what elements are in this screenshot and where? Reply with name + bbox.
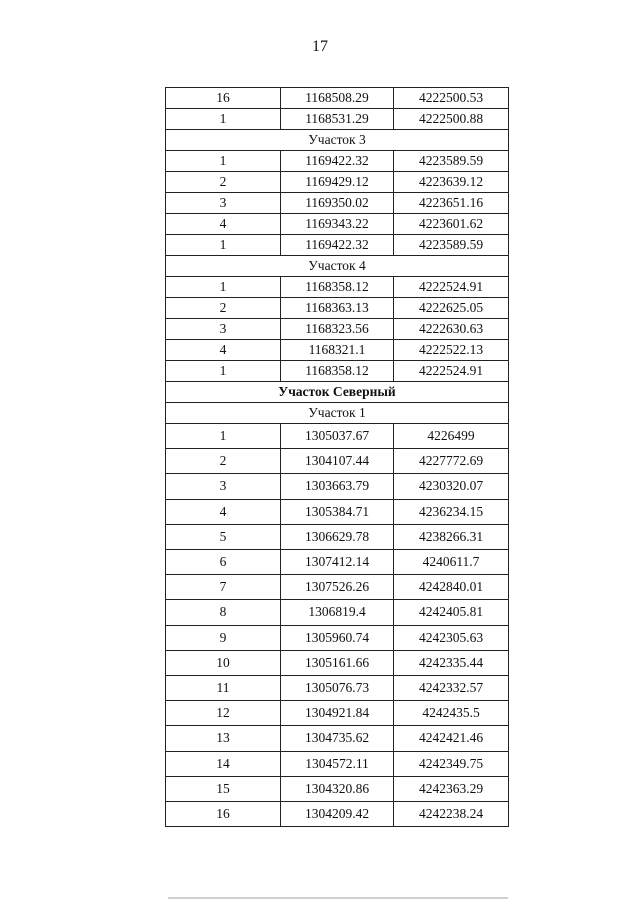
x-coordinate-cell: 1304209.42	[281, 802, 394, 827]
table-row	[166, 424, 509, 449]
y-coordinate-cell: 4222625.05	[394, 298, 509, 319]
y-coordinate-cell: 4223601.62	[394, 214, 509, 235]
table-row	[166, 676, 509, 701]
x-coordinate-cell: 1304735.62	[281, 726, 394, 751]
y-coordinate-cell: 4222524.91	[394, 361, 509, 382]
table-row	[166, 776, 509, 801]
point-number-cell: 1	[166, 151, 281, 172]
x-coordinate-cell: 1304320.86	[281, 776, 394, 801]
y-coordinate-cell: 4222524.91	[394, 277, 509, 298]
point-number-cell: 4	[166, 214, 281, 235]
table-row	[166, 701, 509, 726]
table-row	[166, 340, 509, 361]
y-coordinate-cell: 4226499	[394, 424, 509, 449]
x-coordinate-cell: 1168323.56	[281, 319, 394, 340]
table-row	[166, 109, 509, 130]
y-coordinate-cell: 4242421.46	[394, 726, 509, 751]
y-coordinate-cell: 4240611.7	[394, 550, 509, 575]
y-coordinate-cell: 4222500.53	[394, 88, 509, 109]
point-number-cell: 3	[166, 193, 281, 214]
table-row	[166, 625, 509, 650]
point-number-cell: 4	[166, 499, 281, 524]
table-row	[166, 802, 509, 827]
point-number-cell: 1	[166, 361, 281, 382]
point-number-cell: 16	[166, 802, 281, 827]
x-coordinate-cell: 1169350.02	[281, 193, 394, 214]
point-number-cell: 1	[166, 109, 281, 130]
point-number-cell: 2	[166, 449, 281, 474]
point-number-cell: 2	[166, 298, 281, 319]
section-title-row	[166, 403, 509, 424]
y-coordinate-cell: 4223651.16	[394, 193, 509, 214]
y-coordinate-cell: 4236234.15	[394, 499, 509, 524]
table-row	[166, 298, 509, 319]
point-number-cell: 15	[166, 776, 281, 801]
coordinates-table	[165, 87, 509, 827]
x-coordinate-cell: 1168358.12	[281, 277, 394, 298]
y-coordinate-cell: 4242405.81	[394, 600, 509, 625]
table-row	[166, 650, 509, 675]
table-row	[166, 214, 509, 235]
section-title-row	[166, 256, 509, 277]
x-coordinate-cell: 1304107.44	[281, 449, 394, 474]
y-coordinate-cell: 4242238.24	[394, 802, 509, 827]
x-coordinate-cell: 1168321.1	[281, 340, 394, 361]
point-number-cell: 5	[166, 524, 281, 549]
table-row	[166, 235, 509, 256]
x-coordinate-cell: 1307412.14	[281, 550, 394, 575]
y-coordinate-cell: 4242349.75	[394, 751, 509, 776]
table-row	[166, 600, 509, 625]
x-coordinate-cell: 1169429.12	[281, 172, 394, 193]
y-coordinate-cell: 4222522.13	[394, 340, 509, 361]
table-row	[166, 361, 509, 382]
x-coordinate-cell: 1303663.79	[281, 474, 394, 499]
y-coordinate-cell: 4242435.5	[394, 701, 509, 726]
point-number-cell: 3	[166, 474, 281, 499]
x-coordinate-cell: 1306629.78	[281, 524, 394, 549]
table-row	[166, 499, 509, 524]
point-number-cell: 6	[166, 550, 281, 575]
x-coordinate-cell: 1169343.22	[281, 214, 394, 235]
point-number-cell: 11	[166, 676, 281, 701]
y-coordinate-cell: 4242840.01	[394, 575, 509, 600]
section-title: Участок 4	[166, 256, 509, 277]
table-row	[166, 319, 509, 340]
x-coordinate-cell: 1169422.32	[281, 235, 394, 256]
group-title: Участок Северный	[166, 382, 509, 403]
table-row	[166, 751, 509, 776]
point-number-cell: 16	[166, 88, 281, 109]
table-row	[166, 726, 509, 751]
point-number-cell: 4	[166, 340, 281, 361]
y-coordinate-cell: 4223589.59	[394, 235, 509, 256]
y-coordinate-cell: 4242305.63	[394, 625, 509, 650]
y-coordinate-cell: 4227772.69	[394, 449, 509, 474]
x-coordinate-cell: 1305076.73	[281, 676, 394, 701]
x-coordinate-cell: 1305037.67	[281, 424, 394, 449]
x-coordinate-cell: 1168531.29	[281, 109, 394, 130]
y-coordinate-cell: 4230320.07	[394, 474, 509, 499]
table-row	[166, 524, 509, 549]
x-coordinate-cell: 1306819.4	[281, 600, 394, 625]
x-coordinate-cell: 1169422.32	[281, 151, 394, 172]
table-row	[166, 449, 509, 474]
table-row	[166, 151, 509, 172]
y-coordinate-cell: 4242363.29	[394, 776, 509, 801]
x-coordinate-cell: 1305960.74	[281, 625, 394, 650]
point-number-cell: 2	[166, 172, 281, 193]
group-title-row	[166, 382, 509, 403]
point-number-cell: 9	[166, 625, 281, 650]
table-row	[166, 88, 509, 109]
section-title-row	[166, 130, 509, 151]
y-coordinate-cell: 4242332.57	[394, 676, 509, 701]
section-title: Участок 1	[166, 403, 509, 424]
table-row	[166, 474, 509, 499]
point-number-cell: 8	[166, 600, 281, 625]
x-coordinate-cell: 1305161.66	[281, 650, 394, 675]
y-coordinate-cell: 4242335.44	[394, 650, 509, 675]
x-coordinate-cell: 1307526.26	[281, 575, 394, 600]
x-coordinate-cell: 1304921.84	[281, 701, 394, 726]
point-number-cell: 10	[166, 650, 281, 675]
table-row	[166, 277, 509, 298]
point-number-cell: 1	[166, 424, 281, 449]
point-number-cell: 12	[166, 701, 281, 726]
y-coordinate-cell: 4222500.88	[394, 109, 509, 130]
x-coordinate-cell: 1168508.29	[281, 88, 394, 109]
x-coordinate-cell: 1304572.11	[281, 751, 394, 776]
table-row	[166, 575, 509, 600]
page-edge	[168, 897, 508, 899]
table-row	[166, 172, 509, 193]
point-number-cell: 3	[166, 319, 281, 340]
point-number-cell: 7	[166, 575, 281, 600]
table-row	[166, 550, 509, 575]
x-coordinate-cell: 1168363.13	[281, 298, 394, 319]
x-coordinate-cell: 1168358.12	[281, 361, 394, 382]
point-number-cell: 1	[166, 277, 281, 298]
table-row	[166, 193, 509, 214]
x-coordinate-cell: 1305384.71	[281, 499, 394, 524]
point-number-cell: 14	[166, 751, 281, 776]
y-coordinate-cell: 4222630.63	[394, 319, 509, 340]
y-coordinate-cell: 4238266.31	[394, 524, 509, 549]
point-number-cell: 1	[166, 235, 281, 256]
y-coordinate-cell: 4223639.12	[394, 172, 509, 193]
point-number-cell: 13	[166, 726, 281, 751]
page-number: 17	[312, 38, 328, 55]
y-coordinate-cell: 4223589.59	[394, 151, 509, 172]
section-title: Участок 3	[166, 130, 509, 151]
